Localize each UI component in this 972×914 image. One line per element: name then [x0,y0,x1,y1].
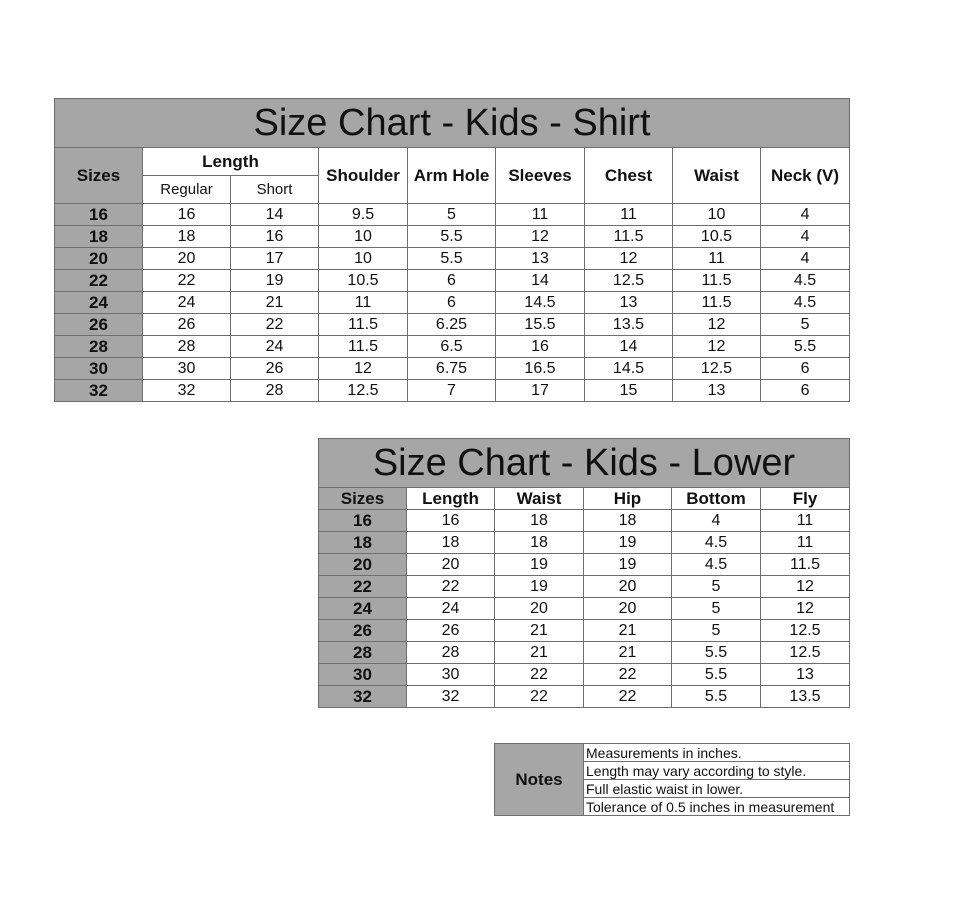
lower-table-row [319,642,850,664]
shirt-value-cell: 4 [761,248,850,270]
notes-label: Notes [495,744,584,816]
lower-size-cell: 32 [319,686,407,708]
shirt-value-cell: 4.5 [761,292,850,314]
shirt-value-cell: 24 [143,292,231,314]
shirt-table-row [55,226,850,248]
lower-size-cell: 24 [319,598,407,620]
lower-value-cell: 22 [495,664,584,686]
lower-value-cell: 18 [495,510,584,532]
shirt-size-cell: 22 [55,270,143,292]
shirt-value-cell: 6 [408,270,496,292]
note-item: Tolerance of 0.5 inches in measurement [584,798,850,816]
shirt-value-cell: 12.5 [319,380,408,402]
shirt-table-row [55,380,850,402]
lower-value-cell: 5.5 [672,664,761,686]
shirt-table-row [55,204,850,226]
shirt-value-cell: 16.5 [496,358,585,380]
lower-header-fly: Fly [761,488,850,510]
shirt-size-cell: 20 [55,248,143,270]
lower-value-cell: 21 [495,642,584,664]
shirt-value-cell: 11.5 [319,314,408,336]
shirt-size-cell: 16 [55,204,143,226]
shirt-value-cell: 18 [143,226,231,248]
shirt-value-cell: 16 [231,226,319,248]
lower-table-row [319,598,850,620]
lower-value-cell: 21 [584,620,672,642]
shirt-value-cell: 5.5 [408,248,496,270]
shirt-table-row [55,358,850,380]
shirt-value-cell: 9.5 [319,204,408,226]
shirt-value-cell: 11.5 [585,226,673,248]
lower-value-cell: 32 [407,686,495,708]
shirt-value-cell: 14.5 [496,292,585,314]
lower-header-length: Length [407,488,495,510]
shirt-value-cell: 11 [319,292,408,314]
shirt-value-cell: 30 [143,358,231,380]
shirt-value-cell: 7 [408,380,496,402]
lower-value-cell: 19 [495,576,584,598]
shirt-value-cell: 26 [143,314,231,336]
shirt-table-row [55,336,850,358]
shirt-value-cell: 12 [673,336,761,358]
shirt-value-cell: 21 [231,292,319,314]
shirt-value-cell: 4 [761,204,850,226]
lower-value-cell: 22 [584,664,672,686]
shirt-value-cell: 12 [585,248,673,270]
shirt-size-chart [54,98,850,402]
lower-value-cell: 5 [672,620,761,642]
shirt-value-cell: 6.5 [408,336,496,358]
lower-value-cell: 12.5 [761,620,850,642]
shirt-table-row [55,248,850,270]
lower-value-cell: 4.5 [672,532,761,554]
lower-value-cell: 16 [407,510,495,532]
shirt-value-cell: 15.5 [496,314,585,336]
lower-value-cell: 4 [672,510,761,532]
lower-table-row [319,510,850,532]
shirt-value-cell: 5 [408,204,496,226]
shirt-value-cell: 13 [496,248,585,270]
shirt-value-cell: 11 [673,248,761,270]
shirt-value-cell: 16 [496,336,585,358]
lower-value-cell: 4.5 [672,554,761,576]
shirt-value-cell: 13 [585,292,673,314]
shirt-value-cell: 12.5 [585,270,673,292]
shirt-value-cell: 24 [231,336,319,358]
shirt-value-cell: 6 [761,380,850,402]
shirt-value-cell: 10.5 [673,226,761,248]
shirt-value-cell: 28 [231,380,319,402]
lower-value-cell: 12 [761,576,850,598]
note-item: Measurements in inches. [584,744,850,762]
shirt-value-cell: 11.5 [673,270,761,292]
shirt-size-cell: 24 [55,292,143,314]
shirt-value-cell: 11.5 [673,292,761,314]
shirt-size-cell: 26 [55,314,143,336]
lower-value-cell: 22 [584,686,672,708]
shirt-value-cell: 6 [761,358,850,380]
lower-value-cell: 5 [672,576,761,598]
lower-value-cell: 20 [495,598,584,620]
lower-value-cell: 26 [407,620,495,642]
shirt-value-cell: 17 [231,248,319,270]
lower-table-row [319,532,850,554]
lower-value-cell: 20 [584,598,672,620]
lower-value-cell: 20 [407,554,495,576]
shirt-value-cell: 17 [496,380,585,402]
shirt-value-cell: 4.5 [761,270,850,292]
lower-value-cell: 5.5 [672,642,761,664]
lower-value-cell: 21 [495,620,584,642]
shirt-value-cell: 5 [761,314,850,336]
shirt-value-cell: 20 [143,248,231,270]
shirt-value-cell: 11 [496,204,585,226]
lower-value-cell: 22 [495,686,584,708]
shirt-value-cell: 16 [143,204,231,226]
shirt-value-cell: 5.5 [761,336,850,358]
lower-value-cell: 30 [407,664,495,686]
shirt-value-cell: 22 [143,270,231,292]
shirt-value-cell: 15 [585,380,673,402]
lower-value-cell: 13 [761,664,850,686]
lower-header-waist: Waist [495,488,584,510]
shirt-value-cell: 10 [673,204,761,226]
lower-value-cell: 22 [407,576,495,598]
shirt-header-neck: Neck (V) [761,148,850,204]
shirt-header-chest: Chest [585,148,673,204]
shirt-table-row [55,292,850,314]
lower-header-sizes: Sizes [319,488,407,510]
shirt-header-length: Length [143,148,319,176]
shirt-value-cell: 19 [231,270,319,292]
shirt-size-cell: 18 [55,226,143,248]
lower-value-cell: 5 [672,598,761,620]
lower-value-cell: 5.5 [672,686,761,708]
lower-size-cell: 26 [319,620,407,642]
lower-value-cell: 18 [584,510,672,532]
note-item: Length may vary according to style. [584,762,850,780]
shirt-value-cell: 10 [319,226,408,248]
shirt-size-cell: 30 [55,358,143,380]
lower-value-cell: 19 [495,554,584,576]
lower-value-cell: 11.5 [761,554,850,576]
lower-size-cell: 18 [319,532,407,554]
shirt-header-arm-hole: Arm Hole [408,148,496,204]
lower-table-row [319,686,850,708]
shirt-value-cell: 14.5 [585,358,673,380]
lower-value-cell: 28 [407,642,495,664]
shirt-value-cell: 13.5 [585,314,673,336]
lower-value-cell: 19 [584,532,672,554]
lower-value-cell: 21 [584,642,672,664]
shirt-value-cell: 12.5 [673,358,761,380]
shirt-value-cell: 12 [319,358,408,380]
lower-value-cell: 20 [584,576,672,598]
shirt-value-cell: 11.5 [319,336,408,358]
shirt-value-cell: 32 [143,380,231,402]
lower-value-cell: 18 [495,532,584,554]
shirt-value-cell: 26 [231,358,319,380]
lower-table-row [319,576,850,598]
notes-table [494,743,850,816]
lower-header-hip: Hip [584,488,672,510]
lower-table-row [319,620,850,642]
shirt-value-cell: 28 [143,336,231,358]
shirt-value-cell: 14 [231,204,319,226]
lower-size-cell: 30 [319,664,407,686]
shirt-value-cell: 4 [761,226,850,248]
shirt-chart-title: Size Chart - Kids - Shirt [55,99,850,148]
shirt-value-cell: 14 [585,336,673,358]
lower-size-cell: 22 [319,576,407,598]
lower-value-cell: 12.5 [761,642,850,664]
lower-size-cell: 28 [319,642,407,664]
lower-value-cell: 11 [761,510,850,532]
lower-value-cell: 24 [407,598,495,620]
shirt-size-cell: 32 [55,380,143,402]
lower-size-cell: 16 [319,510,407,532]
shirt-value-cell: 10.5 [319,270,408,292]
shirt-header-regular: Regular [143,176,231,204]
shirt-value-cell: 6.25 [408,314,496,336]
shirt-size-cell: 28 [55,336,143,358]
shirt-value-cell: 10 [319,248,408,270]
shirt-value-cell: 22 [231,314,319,336]
lower-chart-title: Size Chart - Kids - Lower [319,439,850,488]
shirt-header-waist: Waist [673,148,761,204]
shirt-header-shoulder: Shoulder [319,148,408,204]
note-item: Full elastic waist in lower. [584,780,850,798]
shirt-value-cell: 5.5 [408,226,496,248]
shirt-value-cell: 12 [673,314,761,336]
shirt-header-sleeves: Sleeves [496,148,585,204]
lower-header-bottom: Bottom [672,488,761,510]
shirt-value-cell: 12 [496,226,585,248]
shirt-value-cell: 13 [673,380,761,402]
shirt-table-row [55,270,850,292]
lower-value-cell: 12 [761,598,850,620]
lower-size-cell: 20 [319,554,407,576]
shirt-value-cell: 11 [585,204,673,226]
lower-value-cell: 19 [584,554,672,576]
shirt-value-cell: 6 [408,292,496,314]
lower-value-cell: 18 [407,532,495,554]
shirt-header-sizes: Sizes [55,148,143,204]
shirt-value-cell: 6.75 [408,358,496,380]
lower-table-row [319,554,850,576]
shirt-value-cell: 14 [496,270,585,292]
lower-size-chart [318,438,850,708]
shirt-table-row [55,314,850,336]
lower-value-cell: 13.5 [761,686,850,708]
lower-value-cell: 11 [761,532,850,554]
shirt-header-short: Short [231,176,319,204]
lower-table-row [319,664,850,686]
